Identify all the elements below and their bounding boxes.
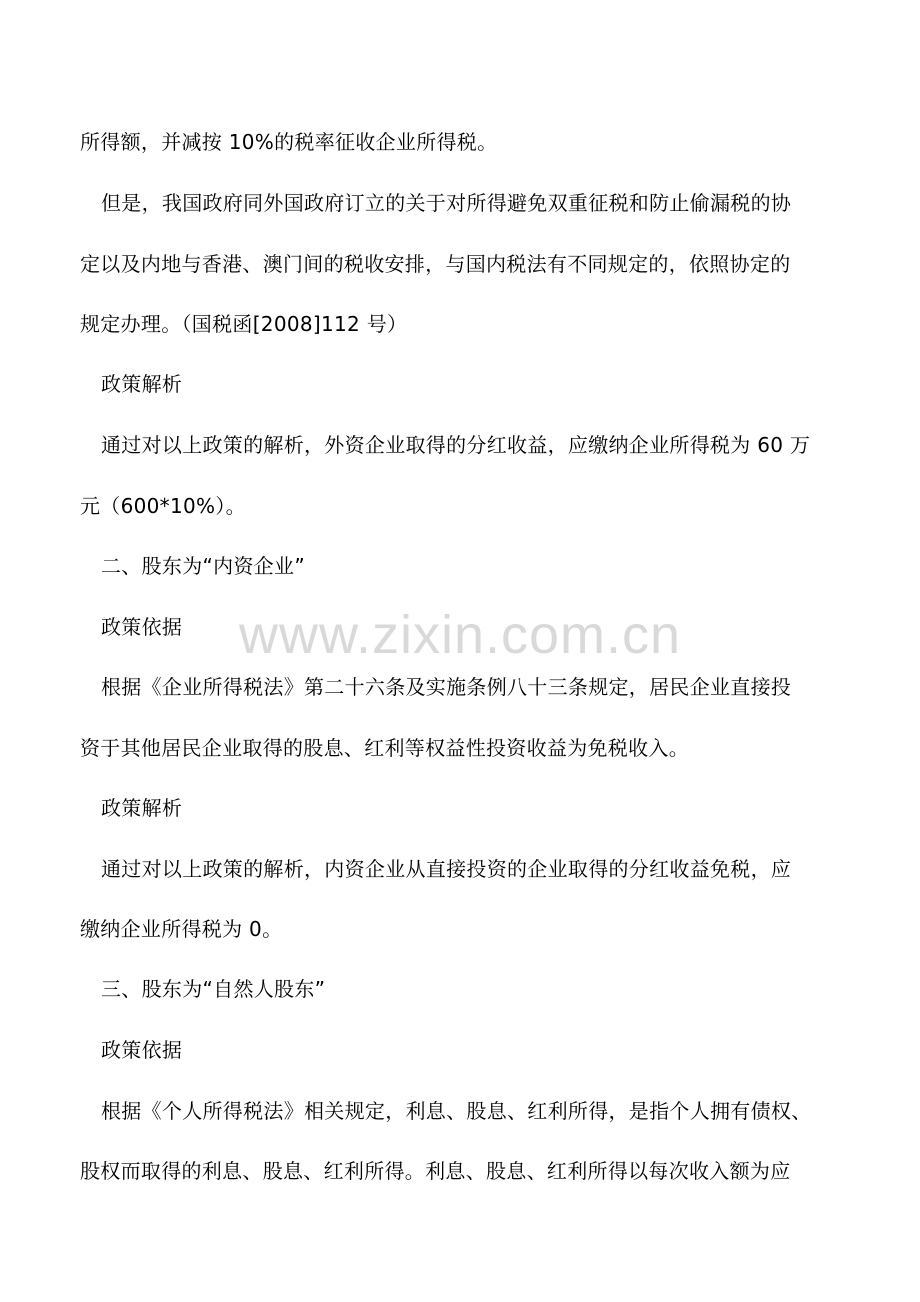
paragraph-line: 通过对以上政策的解析，外资企业取得的分红收益，应缴纳企业所得税为 60 万	[101, 433, 811, 457]
section-heading: 二、股东为“内资企业”	[101, 554, 306, 578]
section-heading: 政策依据	[101, 615, 183, 639]
paragraph-line: 根据《企业所得税法》第二十六条及实施条例八十三条规定，居民企业直接投	[101, 675, 792, 699]
text-line: 资于其他居民企业取得的股息、红利等权益性投资收益为免税收入。	[80, 736, 689, 760]
text-line: 规定办理。（国税函[2008]112 号）	[80, 312, 408, 336]
text-line: 缴纳企业所得税为 0。	[80, 917, 283, 941]
text-line: 定以及内地与香港、澳门间的税收安排，与国内税法有不同规定的，依照协定的	[80, 252, 791, 276]
paragraph-line: 通过对以上政策的解析，内资企业从直接投资的企业取得的分红收益免税，应	[101, 857, 792, 881]
text-line: 所得额，并减按 10%的税率征收企业所得税。	[80, 130, 498, 154]
section-heading: 政策依据	[101, 1038, 183, 1062]
paragraph-line: 但是，我国政府同外国政府订立的关于对所得避免双重征税和防止偷漏税的协	[101, 191, 792, 215]
paragraph-line: 根据《个人所得税法》相关规定，利息、股息、红利所得，是指个人拥有债权、	[101, 1099, 812, 1123]
section-heading: 政策解析	[101, 796, 183, 820]
section-heading: 政策解析	[101, 372, 183, 396]
text-line: 股权而取得的利息、股息、红利所得。利息、股息、红利所得以每次收入额为应	[80, 1159, 791, 1183]
watermark: www.zixin.com.cn	[238, 605, 682, 665]
text-line: 元（600*10%）。	[80, 494, 246, 518]
section-heading: 三、股东为“自然人股东”	[101, 977, 326, 1001]
